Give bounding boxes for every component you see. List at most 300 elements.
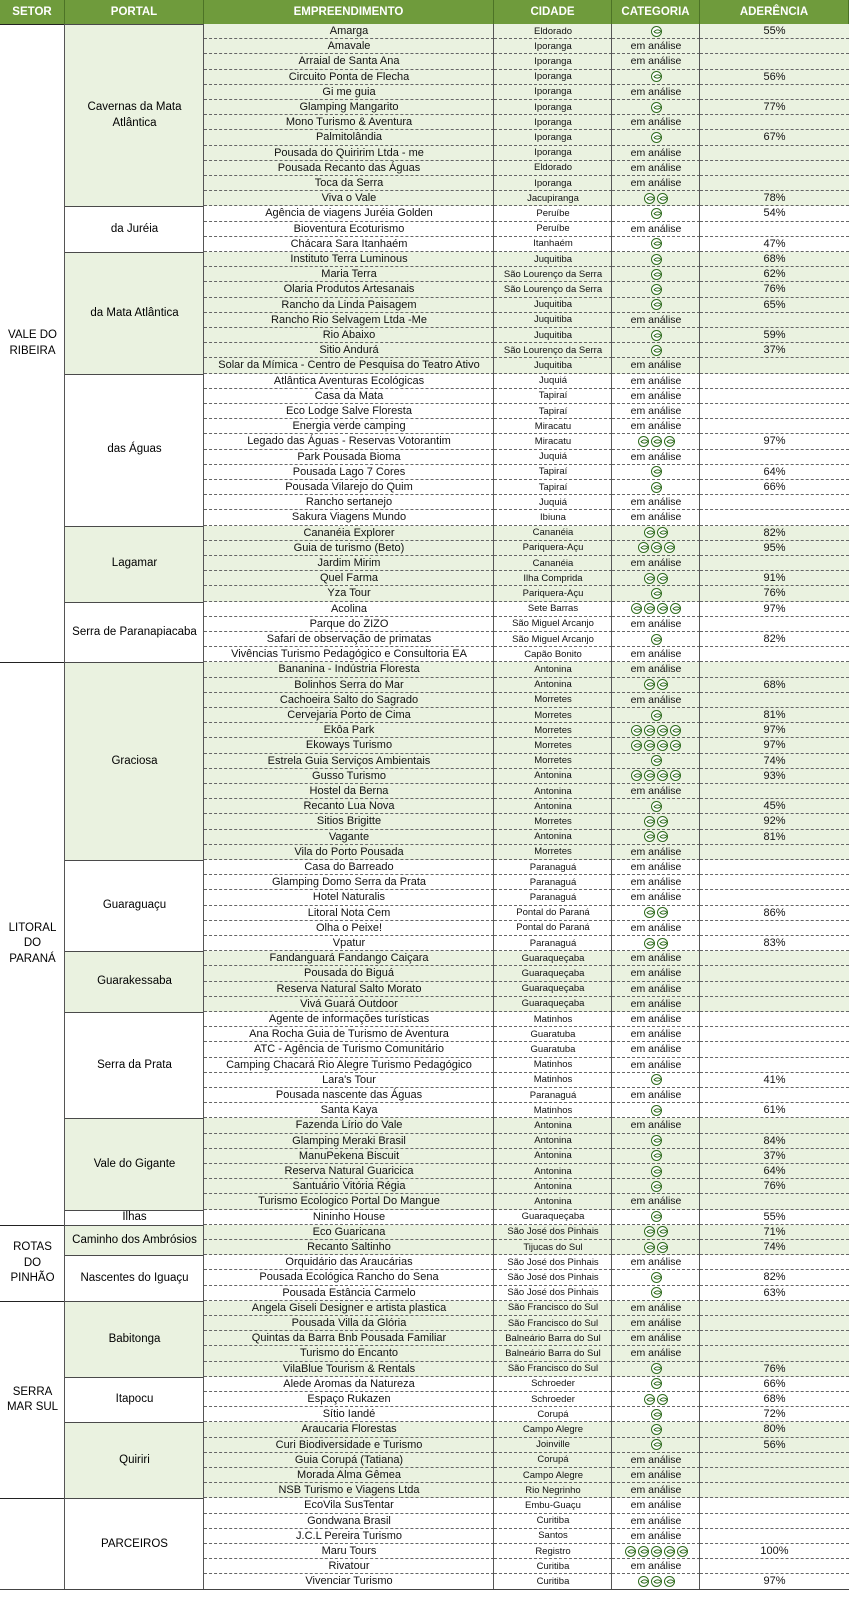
em-analise-label: em análise — [630, 1469, 682, 1482]
em-analise-label: em análise — [630, 557, 682, 570]
leaf-icon — [657, 816, 668, 827]
aderencia-cell: 66% — [700, 1377, 849, 1392]
leaf-icon — [644, 603, 655, 614]
empreendimento-cell: Espaço Rukazen — [204, 1392, 494, 1407]
empreendimento-cell: Rancho da Linda Paisagem — [204, 298, 494, 313]
portal-name: Itapocu — [65, 1377, 204, 1423]
cidade-cell: Antonina — [494, 1164, 612, 1179]
empreendimento-cell: Viva o Vale — [204, 191, 494, 206]
portal-name: Caminho dos Ambrósios — [65, 1225, 204, 1255]
em-analise-label: em análise — [630, 85, 682, 98]
cidade-cell: Paranaguá — [494, 936, 612, 951]
aderencia-cell — [700, 1346, 849, 1361]
leaf-icon — [657, 907, 668, 918]
aderencia-cell: 56% — [700, 1438, 849, 1453]
leaf-rating — [651, 1409, 662, 1420]
empreendimento-cell: Sitio Andurá — [204, 343, 494, 358]
empreendimento-cell: Safari de observação de primatas — [204, 632, 494, 647]
categoria-cell — [612, 966, 700, 981]
empreendimento-cell: Angela Giseli Designer e artista plastica — [204, 1301, 494, 1316]
aderencia-cell: 65% — [700, 298, 849, 313]
cidade-cell: Ilha Comprida — [494, 571, 612, 586]
em-analise-label: em análise — [630, 1514, 682, 1527]
empreendimento-cell: Agência de viagens Juréia Golden — [204, 206, 494, 221]
leaf-icon — [638, 542, 649, 553]
cidade-cell: Juquitiba — [494, 358, 612, 373]
aderencia-cell — [700, 39, 849, 54]
categoria-cell — [612, 54, 700, 69]
empreendimento-cell: Casa da Mata — [204, 389, 494, 404]
categoria-cell — [612, 374, 700, 389]
cidade-cell: Jacupiranga — [494, 191, 612, 206]
leaf-icon — [644, 527, 655, 538]
empreendimento-cell: Parque do ZIZO — [204, 617, 494, 632]
empreendimento-cell: Pousada do Biguá — [204, 966, 494, 981]
aderencia-cell: 71% — [700, 1225, 849, 1240]
em-analise-label: em análise — [630, 389, 682, 402]
cidade-cell: Iporanga — [494, 130, 612, 145]
aderencia-cell — [700, 1058, 849, 1073]
empreendimento-cell: Santa Kaya — [204, 1103, 494, 1118]
em-analise-label: em análise — [630, 1013, 682, 1026]
categoria-cell — [612, 1027, 700, 1042]
categoria-cell — [612, 1301, 700, 1316]
categoria-cell — [612, 1270, 700, 1285]
empreendimento-cell: Lara's Tour — [204, 1073, 494, 1088]
cidade-cell: São José dos Pinhais — [494, 1255, 612, 1270]
empreendimento-cell: Cervejaria Porto de Cima — [204, 708, 494, 723]
leaf-icon — [651, 1409, 662, 1420]
leaf-rating — [651, 1166, 662, 1177]
empreendimento-cell: Vivências Turismo Pedagógico e Consultoria EA — [204, 647, 494, 662]
portal-name: Cavernas da Mata Atlântica — [65, 24, 204, 206]
aderencia-cell — [700, 450, 849, 465]
cidade-cell: Guaraqueçaba — [494, 951, 612, 966]
cidade-cell: São José dos Pinhais — [494, 1286, 612, 1301]
column-divider — [64, 24, 65, 1590]
aderencia-cell: 80% — [700, 1422, 849, 1437]
aderencia-cell — [700, 85, 849, 100]
leaf-rating — [651, 1272, 662, 1283]
aderencia-cell — [700, 997, 849, 1012]
categoria-cell — [612, 1544, 700, 1559]
sector-name: VALE DO RIBEIRA — [0, 24, 65, 662]
categoria-cell — [612, 814, 700, 829]
aderencia-cell: 68% — [700, 678, 849, 693]
portal-name: Nascentes do Iguaçu — [65, 1255, 204, 1301]
em-analise-label: em análise — [630, 845, 682, 858]
aderencia-cell: 92% — [700, 814, 849, 829]
categoria-cell — [612, 389, 700, 404]
aderencia-cell — [700, 358, 849, 373]
aderencia-cell — [700, 54, 849, 69]
cidade-cell: Morretes — [494, 738, 612, 753]
em-analise-label: em análise — [630, 374, 682, 387]
aderencia-cell: 76% — [700, 1362, 849, 1377]
empreendimento-cell: Pousada Estância Carmelo — [204, 1286, 494, 1301]
empreendimento-cell: Jardim Mirim — [204, 556, 494, 571]
cidade-cell: Iporanga — [494, 146, 612, 161]
column-divider — [203, 24, 204, 1590]
cidade-cell: São Francisco do Sul — [494, 1301, 612, 1316]
empreendimento-cell: Sitios Brigitte — [204, 814, 494, 829]
leaf-icon — [651, 466, 662, 477]
empreendimento-cell: Mono Turismo & Aventura — [204, 115, 494, 130]
leaf-icon — [664, 1546, 675, 1557]
empreendimento-cell: Palmitolândia — [204, 130, 494, 145]
categoria-cell — [612, 328, 700, 343]
em-analise-label: em análise — [630, 1256, 682, 1269]
leaf-icon — [651, 1576, 662, 1587]
categoria-cell — [612, 237, 700, 252]
empreendimento-cell: Arraial de Santa Ana — [204, 54, 494, 69]
em-analise-label: em análise — [630, 1453, 682, 1466]
em-analise-label: em análise — [630, 1484, 682, 1497]
aderencia-cell — [700, 890, 849, 905]
aderencia-cell — [700, 389, 849, 404]
leaf-rating — [638, 1576, 675, 1587]
categoria-cell — [612, 176, 700, 191]
leaf-icon — [644, 938, 655, 949]
categoria-cell — [612, 358, 700, 373]
leaf-rating — [651, 1211, 662, 1222]
leaf-icon — [664, 542, 675, 553]
leaf-icon — [670, 725, 681, 736]
aderencia-cell: 78% — [700, 191, 849, 206]
empreendimento-cell: Vila do Porto Pousada — [204, 845, 494, 860]
categoria-cell — [612, 1453, 700, 1468]
cidade-cell: Pariquera-Açu — [494, 586, 612, 601]
aderencia-cell: 74% — [700, 1240, 849, 1255]
leaf-rating — [651, 634, 662, 645]
categoria-cell — [612, 921, 700, 936]
leaf-icon — [657, 1226, 668, 1237]
empreendimento-cell: Rancho sertanejo — [204, 495, 494, 510]
em-analise-label: em análise — [630, 952, 682, 965]
categoria-cell — [612, 1179, 700, 1194]
categoria-cell — [612, 450, 700, 465]
categoria-cell — [612, 1468, 700, 1483]
aderencia-cell — [700, 1042, 849, 1057]
categoria-cell — [612, 1407, 700, 1422]
em-analise-label: em análise — [630, 1560, 682, 1573]
leaf-rating — [651, 345, 662, 356]
empreendimento-cell: Gusso Turismo — [204, 769, 494, 784]
aderencia-cell: 97% — [700, 1574, 849, 1589]
aderencia-cell — [700, 693, 849, 708]
leaf-rating — [651, 710, 662, 721]
leaf-rating — [651, 238, 662, 249]
leaf-rating — [625, 1546, 688, 1557]
aderencia-cell — [700, 1012, 849, 1027]
empreendimento-cell: Guia Corupá (Tatiana) — [204, 1453, 494, 1468]
aderencia-cell — [700, 419, 849, 434]
categoria-cell — [612, 708, 700, 723]
leaf-rating — [644, 193, 668, 204]
leaf-icon — [651, 1150, 662, 1161]
cidade-cell: Antonina — [494, 1118, 612, 1133]
categoria-cell — [612, 784, 700, 799]
empreendimento-cell: Pousada Lago 7 Cores — [204, 465, 494, 480]
empreendimento-cell: Vpatur — [204, 936, 494, 951]
empreendimento-cell: Camping Chacará Rio Alegre Turismo Pedagógico — [204, 1058, 494, 1073]
leaf-icon — [651, 208, 662, 219]
leaf-icon — [657, 831, 668, 842]
cidade-cell: Corupá — [494, 1407, 612, 1422]
cidade-cell: Curitiba — [494, 1559, 612, 1574]
leaf-rating — [644, 816, 668, 827]
categoria-cell — [612, 1438, 700, 1453]
categoria-cell — [612, 723, 700, 738]
leaf-icon — [644, 193, 655, 204]
empreendimento-cell: Agente de informações turísticas — [204, 1012, 494, 1027]
aderencia-cell — [700, 1118, 849, 1133]
categoria-cell — [612, 830, 700, 845]
empreendimento-cell: J.C.L Pereira Turismo — [204, 1529, 494, 1544]
cidade-cell: Guaraqueçaba — [494, 997, 612, 1012]
aderencia-cell — [700, 161, 849, 176]
cidade-cell: Antonina — [494, 662, 612, 677]
leaf-icon — [651, 1105, 662, 1116]
leaf-rating — [644, 831, 668, 842]
empreendimento-cell: Instituto Terra Luminous — [204, 252, 494, 267]
em-analise-label: em análise — [630, 663, 682, 676]
categoria-cell — [612, 936, 700, 951]
aderencia-cell — [700, 982, 849, 997]
aderencia-cell — [700, 1027, 849, 1042]
empreendimento-cell: Atlântica Aventuras Ecológicas — [204, 374, 494, 389]
aderencia-cell — [700, 1498, 849, 1513]
cidade-cell: Ibiuna — [494, 510, 612, 525]
leaf-icon — [651, 102, 662, 113]
cidade-cell: Antonina — [494, 769, 612, 784]
aderencia-cell — [700, 617, 849, 632]
aderencia-cell: 97% — [700, 723, 849, 738]
portal-name: Serra de Paranapiacaba — [65, 602, 204, 663]
cidade-cell: Registro — [494, 1544, 612, 1559]
aderencia-cell: 47% — [700, 237, 849, 252]
aderencia-cell: 86% — [700, 906, 849, 921]
leaf-icon — [651, 801, 662, 812]
leaf-icon — [638, 436, 649, 447]
leaf-rating — [638, 436, 675, 447]
empreendimento-cell: Glamping Mangarito — [204, 100, 494, 115]
empreendimento-cell: Santuário Vitória Régia — [204, 1179, 494, 1194]
empreendimento-cell: Legado das Águas - Reservas Votorantim — [204, 434, 494, 449]
cidade-cell: Antonina — [494, 678, 612, 693]
leaf-icon — [651, 542, 662, 553]
empreendimento-cell: Hotel Naturalis — [204, 890, 494, 905]
leaf-icon — [657, 527, 668, 538]
em-analise-label: em análise — [630, 1317, 682, 1330]
leaf-icon — [644, 907, 655, 918]
leaf-rating — [651, 1363, 662, 1374]
cidade-cell: São Lourenço da Serra — [494, 343, 612, 358]
cidade-cell: Antonina — [494, 784, 612, 799]
empreendimento-cell: Ekoways Turismo — [204, 738, 494, 753]
categoria-cell — [612, 1210, 700, 1225]
cidade-cell: Santos — [494, 1529, 612, 1544]
portal-name: da Mata Atlântica — [65, 252, 204, 374]
leaf-icon — [651, 345, 662, 356]
empreendimento-cell: ManuPekena Biscuit — [204, 1149, 494, 1164]
empreendimento-cell: Vivá Guará Outdoor — [204, 997, 494, 1012]
categoria-cell — [612, 206, 700, 221]
categoria-cell — [612, 586, 700, 601]
em-analise-label: em análise — [630, 359, 682, 372]
em-analise-label: em análise — [630, 1499, 682, 1512]
portal-name: Vale do Gigante — [65, 1118, 204, 1209]
leaf-icon — [651, 330, 662, 341]
cidade-cell: Guaratuba — [494, 1042, 612, 1057]
categoria-cell — [612, 1529, 700, 1544]
cidade-cell: Eldorado — [494, 24, 612, 39]
aderencia-cell: 93% — [700, 769, 849, 784]
aderencia-cell: 45% — [700, 799, 849, 814]
empreendimento-cell: Vivenciar Turismo — [204, 1574, 494, 1589]
empreendimento-cell: Pousada Vilarejo do Quim — [204, 480, 494, 495]
cidade-cell: Eldorado — [494, 161, 612, 176]
cidade-cell: Guaratuba — [494, 1027, 612, 1042]
categoria-cell — [612, 24, 700, 39]
categoria-cell — [612, 100, 700, 115]
leaf-rating — [631, 740, 681, 751]
column-header: PORTAL — [65, 0, 204, 24]
categoria-cell — [612, 146, 700, 161]
categoria-cell — [612, 282, 700, 297]
empreendimento-cell: Amarga — [204, 24, 494, 39]
empreendimento-cell: Glamping Domo Serra da Prata — [204, 875, 494, 890]
leaf-rating — [651, 801, 662, 812]
empreendimento-cell: Bolinhos Serra do Mar — [204, 678, 494, 693]
cidade-cell: Pontal do Paraná — [494, 906, 612, 921]
leaf-rating — [651, 1439, 662, 1450]
categoria-cell — [612, 906, 700, 921]
leaf-icon — [651, 634, 662, 645]
aderencia-cell — [700, 510, 849, 525]
cidade-cell: Embu-Guaçu — [494, 1498, 612, 1513]
aderencia-cell — [700, 875, 849, 890]
categoria-cell — [612, 267, 700, 282]
aderencia-cell: 97% — [700, 602, 849, 617]
empreendimento-cell: Guia de turismo (Beto) — [204, 541, 494, 556]
cidade-cell: Paranaguá — [494, 860, 612, 875]
empreendimento-cell: Eco Lodge Salve Floresta — [204, 404, 494, 419]
column-header: EMPREENDIMENTO — [204, 0, 494, 24]
column-header: ADERÊNCIA — [700, 0, 849, 24]
column-divider — [611, 24, 612, 1590]
em-analise-label: em análise — [630, 648, 682, 661]
leaf-icon — [670, 603, 681, 614]
aderencia-cell: 97% — [700, 738, 849, 753]
em-analise-label: em análise — [630, 146, 682, 159]
cidade-cell: Tapiraí — [494, 389, 612, 404]
aderencia-cell: 37% — [700, 1149, 849, 1164]
aderencia-cell: 81% — [700, 830, 849, 845]
aderencia-cell: 76% — [700, 282, 849, 297]
categoria-cell — [612, 678, 700, 693]
empreendimento-cell: Sakura Viagens Mundo — [204, 510, 494, 525]
cidade-cell: Morretes — [494, 845, 612, 860]
aderencia-cell: 64% — [700, 1164, 849, 1179]
aderencia-cell — [700, 404, 849, 419]
empreendimento-cell: Olaria Produtos Artesanais — [204, 282, 494, 297]
em-analise-label: em análise — [630, 982, 682, 995]
categoria-cell — [612, 480, 700, 495]
leaf-rating — [651, 254, 662, 265]
cidade-cell: Iporanga — [494, 100, 612, 115]
leaf-icon — [638, 1546, 649, 1557]
em-analise-label: em análise — [630, 891, 682, 904]
categoria-cell — [612, 85, 700, 100]
aderencia-cell — [700, 313, 849, 328]
cidade-cell: Matinhos — [494, 1103, 612, 1118]
leaf-icon — [651, 238, 662, 249]
leaf-rating — [651, 1287, 662, 1298]
portal-name: Graciosa — [65, 662, 204, 860]
em-analise-label: em análise — [630, 177, 682, 190]
leaf-rating — [651, 1074, 662, 1085]
aderencia-cell — [700, 1514, 849, 1529]
cidade-cell: Pontal do Paraná — [494, 921, 612, 936]
aderencia-cell: 83% — [700, 936, 849, 951]
portal-name: Guaraguaçu — [65, 860, 204, 951]
categoria-cell — [612, 465, 700, 480]
cidade-cell: Antonina — [494, 799, 612, 814]
leaf-icon — [651, 1074, 662, 1085]
categoria-cell — [612, 617, 700, 632]
em-analise-label: em análise — [630, 876, 682, 889]
empreendimento-cell: Ekôa Park — [204, 723, 494, 738]
cidade-cell: Guaraqueçaba — [494, 966, 612, 981]
cidade-cell: Morretes — [494, 693, 612, 708]
leaf-icon — [651, 755, 662, 766]
categoria-cell — [612, 1012, 700, 1027]
cidade-cell: Cananéia — [494, 556, 612, 571]
categoria-cell — [612, 693, 700, 708]
aderencia-cell — [700, 146, 849, 161]
aderencia-cell: 74% — [700, 754, 849, 769]
em-analise-label: em análise — [630, 921, 682, 934]
empreendimento-cell: Maria Terra — [204, 267, 494, 282]
leaf-rating — [631, 725, 681, 736]
categoria-cell — [612, 130, 700, 145]
categoria-cell — [612, 769, 700, 784]
leaf-icon — [664, 436, 675, 447]
leaf-icon — [651, 284, 662, 295]
empreendimento-cell: Orquidário das Araucárias — [204, 1255, 494, 1270]
empreendimento-cell: VilaBlue Tourism & Rentals — [204, 1362, 494, 1377]
categoria-cell — [612, 1058, 700, 1073]
leaf-icon — [651, 1439, 662, 1450]
aderencia-cell: 64% — [700, 465, 849, 480]
aderencia-cell: 82% — [700, 1270, 849, 1285]
leaf-icon — [651, 1181, 662, 1192]
categoria-cell — [612, 343, 700, 358]
empreendimento-cell: Araucaria Florestas — [204, 1422, 494, 1437]
aderencia-cell — [700, 115, 849, 130]
em-analise-label: em análise — [630, 511, 682, 524]
empreendimento-cell: Vagante — [204, 830, 494, 845]
sector-name: ROTAS DO PINHÃO — [0, 1225, 65, 1301]
em-analise-label: em análise — [630, 1043, 682, 1056]
cidade-cell: Matinhos — [494, 1058, 612, 1073]
cidade-cell: Juquiá — [494, 374, 612, 389]
leaf-icon — [657, 725, 668, 736]
cidade-cell: Juquiá — [494, 450, 612, 465]
aderencia-cell: 95% — [700, 541, 849, 556]
cidade-cell: Matinhos — [494, 1012, 612, 1027]
